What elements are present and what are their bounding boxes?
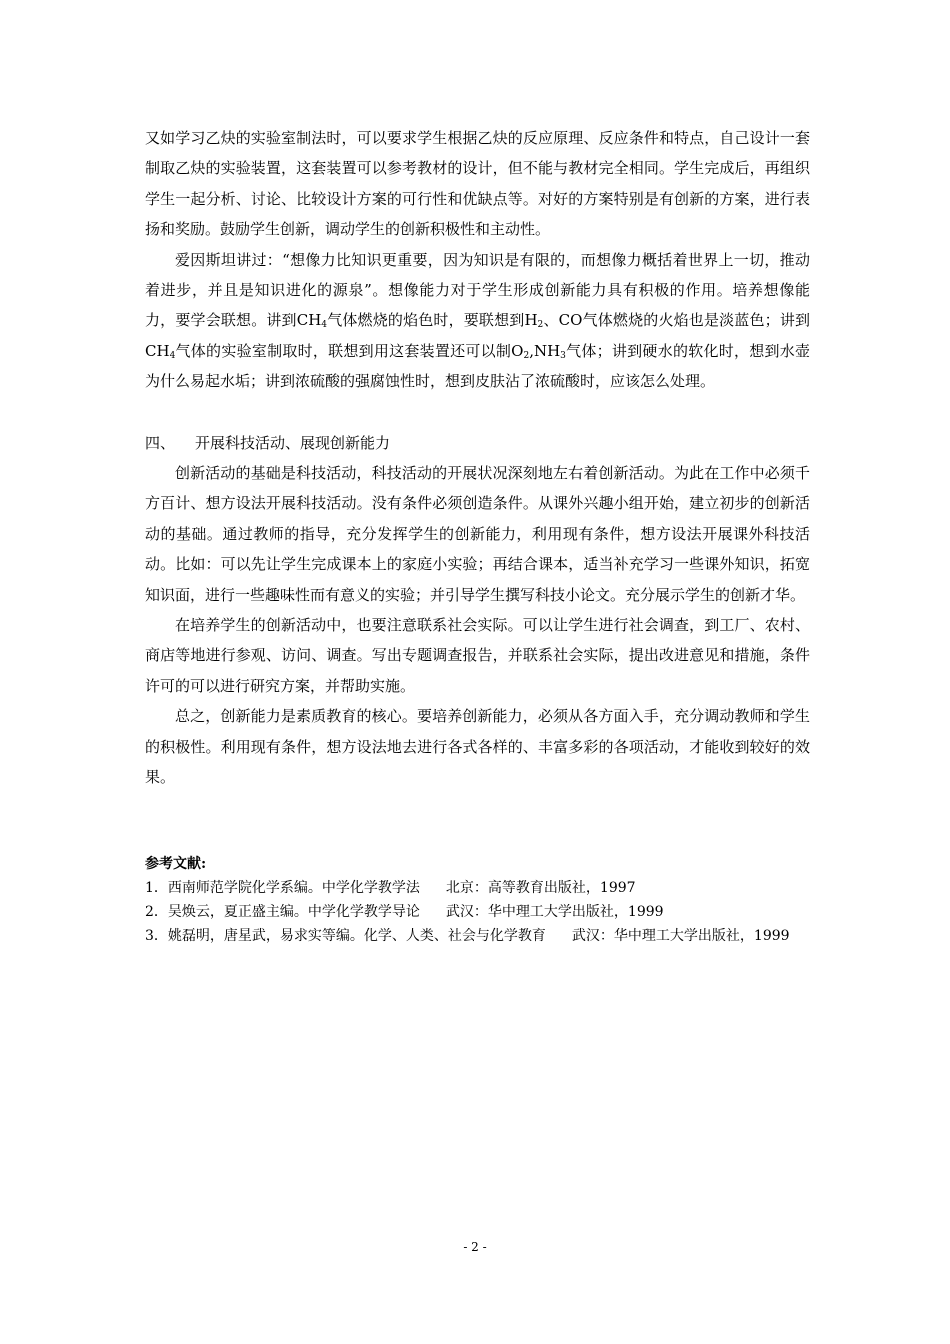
reference-item: 3．姚磊明，唐星武，易求实等编。化学、人类、社会与化学教育 武汉：华中理工大学出版社，1999 <box>145 928 790 944</box>
paragraph-acetylene: 又如学习乙炔的实验室制法时，可以要求学生根据乙炔的反应原理、反应条件和特点，自己设计一套制取乙炔的实验装置，这套装置可以参考教材的设计，但不能与教材完全相同。学生完成后，再组织学生一起分析、讨论、比较设计方案的可行性和优缺点等。对好的方案特别是有创新的方案，进行表扬和奖励。鼓励学生创新，调动学生的创新积极性和主动性。 <box>145 129 810 239</box>
section-number: 四、 <box>145 434 176 452</box>
paragraph-conclusion: 总之，创新能力是素质教育的核心。要培养创新能力，必须从各方面入手，充分调动教师和学生的积极性。利用现有条件，想方设法地去进行各式各样的、丰富多彩的各项活动，才能收到较好的效果。 <box>145 707 810 787</box>
paragraph-tech-activities: 创新活动的基础是科技活动，科技活动的开展状况深刻地左右着创新活动。为此在工作中必须千方百计、想方设法开展科技活动。没有条件必须创造条件。从课外兴趣小组开始，建立初步的创新活动的基础。通过教师的指导，充分发挥学生的创新能力，利用现有条件，想方设法开展课外科技活动。比如：可以先让学生完成课本上的家庭小实验；再结合课本，适当补充学习一些课外知识，拓宽知识面，进行一些趣味性而有意义的实验；并引导学生撰写科技小论文。充分展示学生的创新才华。 <box>145 464 810 604</box>
body-text-upper <box>145 123 810 397</box>
page-number: - 2 - <box>463 1240 487 1254</box>
reference-item: 2．吴焕云，夏正盛主编。中学化学教学导论 武汉：华中理工大学出版社，1999 <box>145 904 664 920</box>
paragraph-einstein: 爱因斯坦讲过：“想像力比知识更重要，因为知识是有限的，而想像力概括着世界上一切，推动着进步，并且是知识进化的源泉”。想像能力对于学生形成创新能力具有积极的作用。培养想像能力，要学会联想。讲到$CH_4$气体燃烧的焰色时，要联想到$H_2$、CO气体燃烧的火焰也是淡蓝色；讲到$CH_4$气体的实验室制取时，联想到用这套装置还可以制$O_2,NH_3$气体；讲到硬水的软化时，想到水壶为什么易起水垢；讲到浓硫酸的强腐蚀性时，想到皮肤沾了浓硫酸时，应该怎么处理。 <box>145 250 810 391</box>
references-section <box>145 852 810 948</box>
section-title: 开展科技活动、展现创新能力 <box>195 434 391 452</box>
reference-item: 1．西南师范学院化学系编。中学化学教学法 北京：高等教育出版社，1997 <box>145 880 636 896</box>
section-heading-4 <box>145 428 390 458</box>
body-text-lower <box>145 458 810 792</box>
references-title: 参考文献: <box>145 856 207 872</box>
paragraph-social-practice: 在培养学生的创新活动中，也要注意联系社会实际。可以让学生进行社会调查，到工厂、农村、商店等地进行参观、访问、调查。写出专题调查报告，并联系社会实际，提出改进意见和措施，条件许可的可以进行研究方案，并帮助实施。 <box>145 616 810 695</box>
